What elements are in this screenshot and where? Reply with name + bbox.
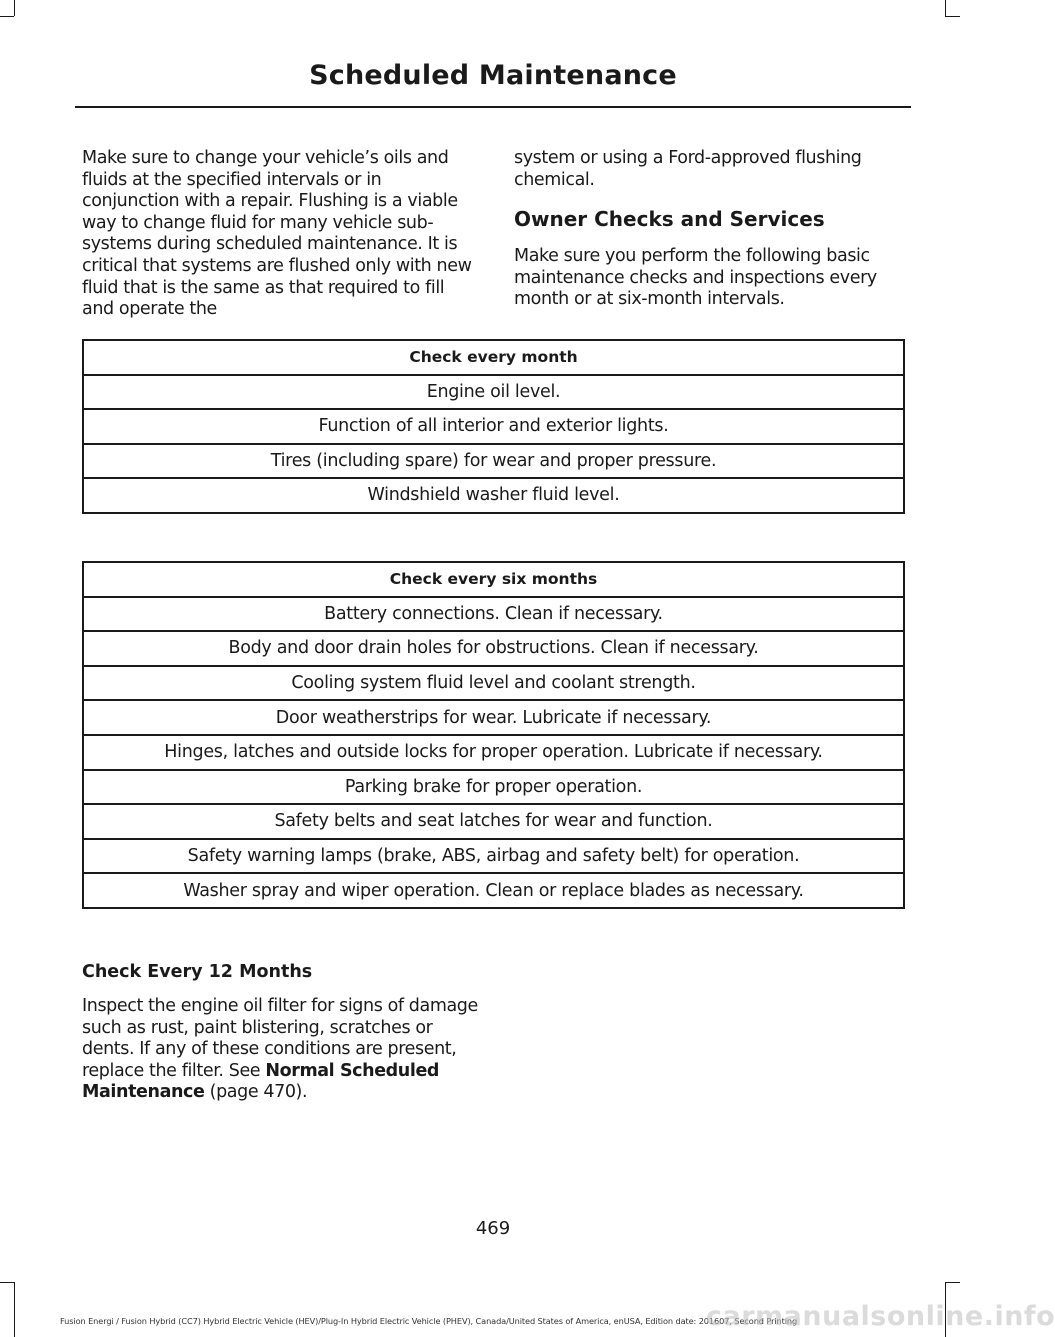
- subsection-heading: Check Every 12 Months: [82, 962, 313, 982]
- page-number: 469: [475, 1218, 511, 1239]
- paragraph-text: Inspect the engine oil filter for signs of damage such as rust, paint blistering, scratches or dents. If any of these conditions are present, replace the filter. See: [82, 996, 478, 1081]
- paragraph-text: (page 470).: [204, 1082, 308, 1103]
- intro-paragraph-continued: system or using a Ford-approved flushing chemical.: [514, 148, 862, 190]
- table-row: Hinges, latches and outside locks for proper operation. Lubricate if necessary.: [83, 735, 904, 770]
- table-row: Safety warning lamps (brake, ABS, airbag and safety belt) for operation.: [83, 839, 904, 874]
- table-row: Body and door drain holes for obstructions. Clean if necessary.: [83, 631, 904, 666]
- table-row: Battery connections. Clean if necessary.: [83, 597, 904, 632]
- table-row: Function of all interior and exterior lights.: [83, 409, 904, 444]
- twelve-month-section: [82, 960, 482, 1104]
- table-row: Windshield washer fluid level.: [83, 478, 904, 513]
- cross-reference-link[interactable]: Normal Scheduled Maintenance: [82, 1060, 440, 1103]
- table-row: Washer spray and wiper operation. Clean or replace blades as necessary.: [83, 873, 904, 908]
- table-header: Check every month: [83, 340, 904, 375]
- crop-mark: [0, 16, 14, 17]
- table-row: Engine oil level.: [83, 375, 904, 410]
- six-month-checks-table: [82, 561, 905, 909]
- table-row: Cooling system fluid level and coolant strength.: [83, 666, 904, 701]
- table-header: Check every six months: [83, 562, 904, 597]
- section-paragraph: Make sure you perform the following basic maintenance checks and inspections every month or at six-month intervals.: [514, 246, 877, 310]
- table-row: Door weatherstrips for wear. Lubricate if necessary.: [83, 700, 904, 735]
- watermark: carmanualsonline.info: [706, 1301, 1055, 1332]
- subsection-paragraph: [82, 996, 482, 1104]
- crop-mark: [945, 1282, 960, 1283]
- intro-left-column: [82, 148, 474, 321]
- crop-mark: [14, 1282, 15, 1337]
- table-row: Safety belts and seat latches for wear and function.: [83, 804, 904, 839]
- footer-text: Fusion Energi / Fusion Hybrid (CC7) Hybrid Electric Vehicle (HEV)/Plug-In Hybrid Electric Vehicle (PHEV), Canada/United States of America, enUSA, Edition date: 201607, Second Printing: [60, 1316, 798, 1326]
- table-row: Tires (including spare) for wear and proper pressure.: [83, 444, 904, 479]
- page-title: Scheduled Maintenance: [309, 60, 677, 91]
- table-row: Parking brake for proper operation.: [83, 770, 904, 805]
- title-divider: [75, 106, 911, 108]
- monthly-checks-table: [82, 339, 905, 514]
- intro-right-column: [514, 148, 910, 311]
- crop-mark: [0, 1282, 14, 1283]
- intro-paragraph: Make sure to change your vehicle’s oils and fluids at the specified intervals or in conjunction with a repair. Flushing is a viable way to change fluid for many vehicle sub-systems during scheduled maintenance. It is critical that systems are flushed only with new fluid that is the same as that required to fill and operate the: [82, 148, 472, 320]
- crop-mark: [945, 16, 960, 17]
- crop-mark: [945, 0, 946, 16]
- crop-mark: [14, 0, 15, 16]
- section-heading: Owner Checks and Services: [514, 207, 825, 232]
